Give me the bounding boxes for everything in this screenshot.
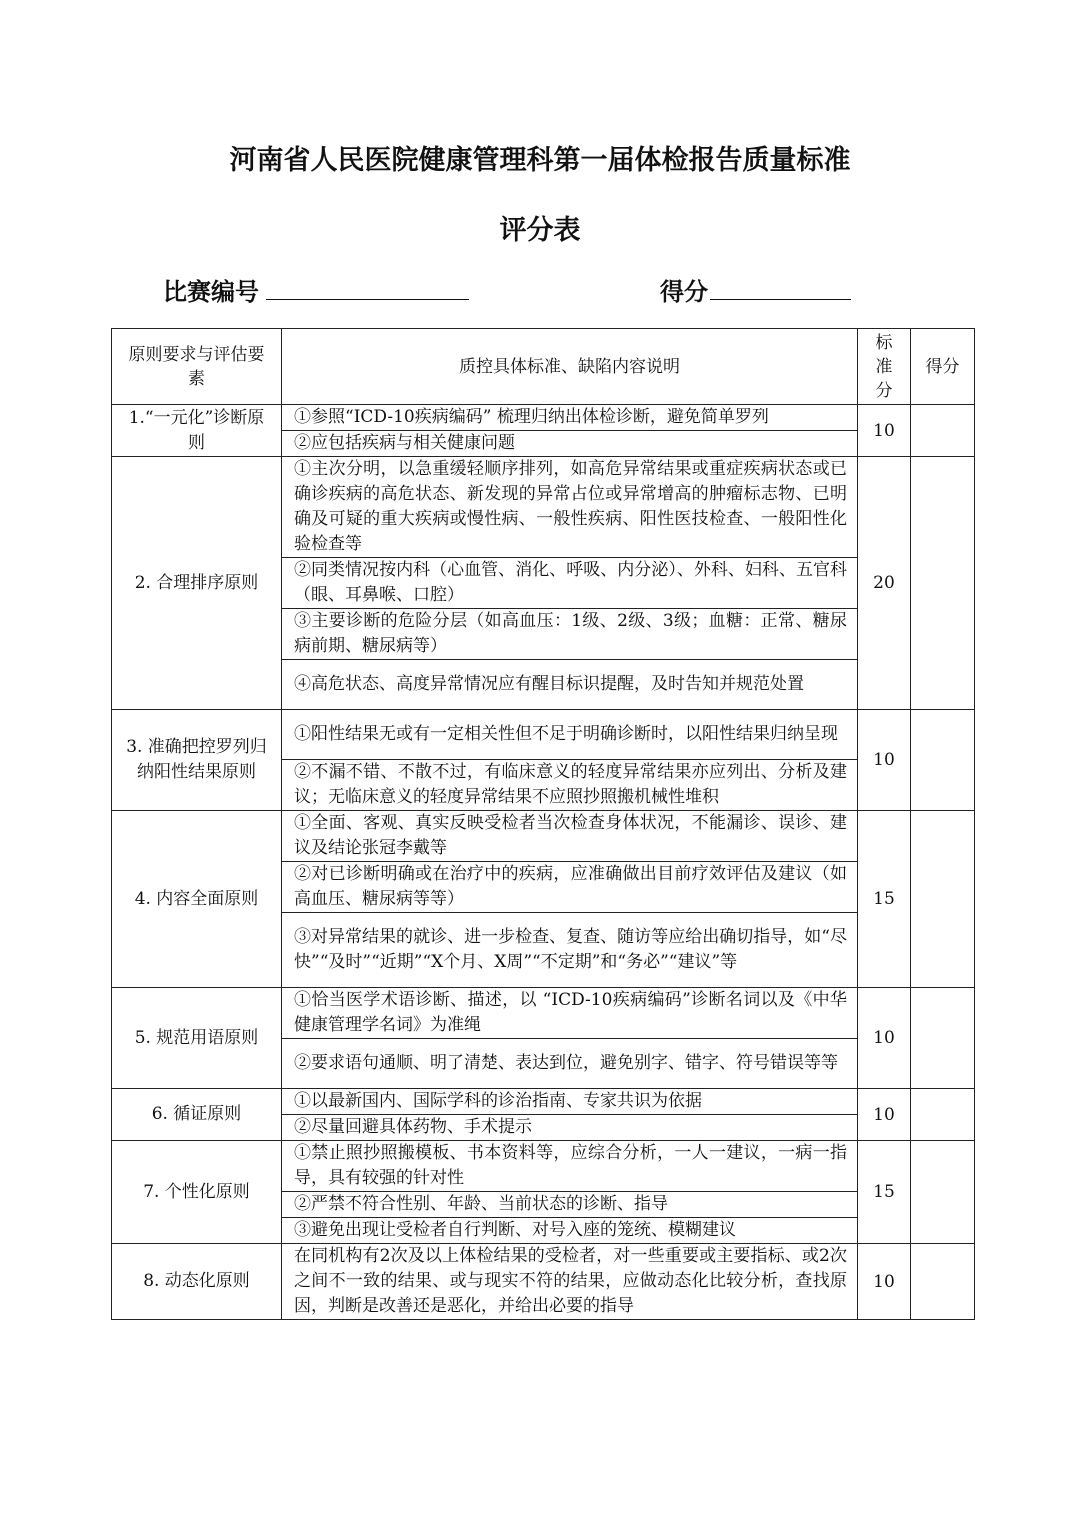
principle-cell: 1.“一元化”诊断原则 xyxy=(112,405,282,457)
standard-score: 10 xyxy=(858,710,911,811)
header-principle: 原则要求与评估要素 xyxy=(112,329,282,405)
scoring-table xyxy=(111,328,975,1320)
score-input-cell[interactable] xyxy=(911,710,975,811)
table-row xyxy=(112,811,975,862)
form-title-line1: 河南省人民医院健康管理科第一届体检报告质量标准 xyxy=(229,145,851,176)
score-input-cell[interactable] xyxy=(911,988,975,1089)
principle-cell: 3. 准确把控罗列归纳阳性结果原则 xyxy=(112,710,282,811)
match-number-blank[interactable] xyxy=(266,299,469,300)
criteria-item: ③避免出现让受检者自行判断、对号入座的笼统、模糊建议 xyxy=(282,1218,858,1244)
standard-score: 10 xyxy=(858,1244,911,1320)
table-row xyxy=(112,405,975,431)
principle-cell: 6. 循证原则 xyxy=(112,1089,282,1141)
criteria-item: ②尽量回避具体药物、手术提示 xyxy=(282,1115,858,1141)
match-number-label: 比赛编号 xyxy=(163,278,259,306)
criteria-item: ②严禁不符合性别、年龄、当前状态的诊断、指导 xyxy=(282,1192,858,1218)
score-input-cell[interactable] xyxy=(911,1244,975,1320)
criteria-item: 在同机构有2次及以上体检结果的受检者，对一些重要或主要指标、或2次之间不一致的结果、或与现实不符的结果，应做动态化比较分析，查找原因，判断是改善还是恶化，并给出必要的指导 xyxy=(282,1244,858,1320)
criteria-item: ①全面、客观、真实反映受检者当次检查身体状况，不能漏诊、误诊、建议及结论张冠李戴等 xyxy=(282,811,858,862)
criteria-item: ④高危状态、高度异常情况应有醒目标识提醒，及时告知并规范处置 xyxy=(282,660,858,710)
header-row xyxy=(112,329,975,405)
score-label: 得分 xyxy=(660,278,708,306)
criteria-item: ②对已诊断明确或在治疗中的疾病，应准确做出目前疗效评估及建议（如高血压、糖尿病等等） xyxy=(282,862,858,913)
principle-cell: 4. 内容全面原则 xyxy=(112,811,282,988)
standard-score: 10 xyxy=(858,1089,911,1141)
table-row xyxy=(112,988,975,1039)
criteria-item: ②应包括疾病与相关健康问题 xyxy=(282,431,858,457)
form-title-line2: 评分表 xyxy=(499,215,581,246)
score-input-cell[interactable] xyxy=(911,1089,975,1141)
criteria-item: ①参照“ICD-10疾病编码” 梳理归纳出体检诊断，避免简单罗列 xyxy=(282,405,858,431)
principle-cell: 2. 合理排序原则 xyxy=(112,457,282,710)
table-row xyxy=(112,710,975,760)
principle-cell: 5. 规范用语原则 xyxy=(112,988,282,1089)
score-input-cell[interactable] xyxy=(911,405,975,457)
standard-score: 10 xyxy=(858,988,911,1089)
standard-score: 15 xyxy=(858,1141,911,1244)
criteria-item: ②不漏不错、不散不过，有临床意义的轻度异常结果亦应列出、分析及建议；无临床意义的轻度异常结果不应照抄照搬机械性堆积 xyxy=(282,760,858,811)
criteria-item: ③对异常结果的就诊、进一步检查、复查、随访等应给出确切指导，如“尽快”“及时”“近期”“X个月、X周”“不定期”和“务必”“建议”等 xyxy=(282,913,858,988)
criteria-item: ①以最新国内、国际学科的诊治指南、专家共识为依据 xyxy=(282,1089,858,1115)
criteria-item: ②同类情况按内科（心血管、消化、呼吸、内分泌）、外科、妇科、五官科（眼、耳鼻喉、口腔） xyxy=(282,558,858,609)
table-row xyxy=(112,457,975,558)
criteria-item: ①阳性结果无或有一定相关性但不足于明确诊断时，以阳性结果归纳呈现 xyxy=(282,710,858,760)
criteria-item: ①禁止照抄照搬模板、书本资料等，应综合分析，一人一建议，一病一指导，具有较强的针对性 xyxy=(282,1141,858,1192)
score-input-cell[interactable] xyxy=(911,457,975,710)
score-input-cell[interactable] xyxy=(911,811,975,988)
table-row xyxy=(112,1089,975,1115)
table-row xyxy=(112,1141,975,1192)
criteria-item: ①恰当医学术语诊断、描述，以 “ICD-10疾病编码”诊断名词以及《中华健康管理学名词》为准绳 xyxy=(282,988,858,1039)
header-score: 得分 xyxy=(911,329,975,405)
principle-cell: 8. 动态化原则 xyxy=(112,1244,282,1320)
standard-score: 10 xyxy=(858,405,911,457)
score-blank[interactable] xyxy=(710,299,851,300)
criteria-item: ②要求语句通顺、明了清楚、表达到位，避免别字、错字、符号错误等等 xyxy=(282,1039,858,1089)
header-standard-score: 标准分 xyxy=(858,329,911,405)
score-input-cell[interactable] xyxy=(911,1141,975,1244)
header-criteria: 质控具体标准、缺陷内容说明 xyxy=(282,329,858,405)
principle-cell: 7. 个性化原则 xyxy=(112,1141,282,1244)
criteria-item: ③主要诊断的危险分层（如高血压：1级、2级、3级；血糖：正常、糖尿病前期、糖尿病等） xyxy=(282,609,858,660)
standard-score: 15 xyxy=(858,811,911,988)
table-row xyxy=(112,1244,975,1320)
criteria-item: ①主次分明，以急重缓轻顺序排列，如高危异常结果或重症疾病状态或已确诊疾病的高危状态、新发现的异常占位或异常增高的肿瘤标志物、已明确及可疑的重大疾病或慢性病、一般性疾病、阳性医技检查、一般阳性化验检查等 xyxy=(282,457,858,558)
standard-score: 20 xyxy=(858,457,911,710)
